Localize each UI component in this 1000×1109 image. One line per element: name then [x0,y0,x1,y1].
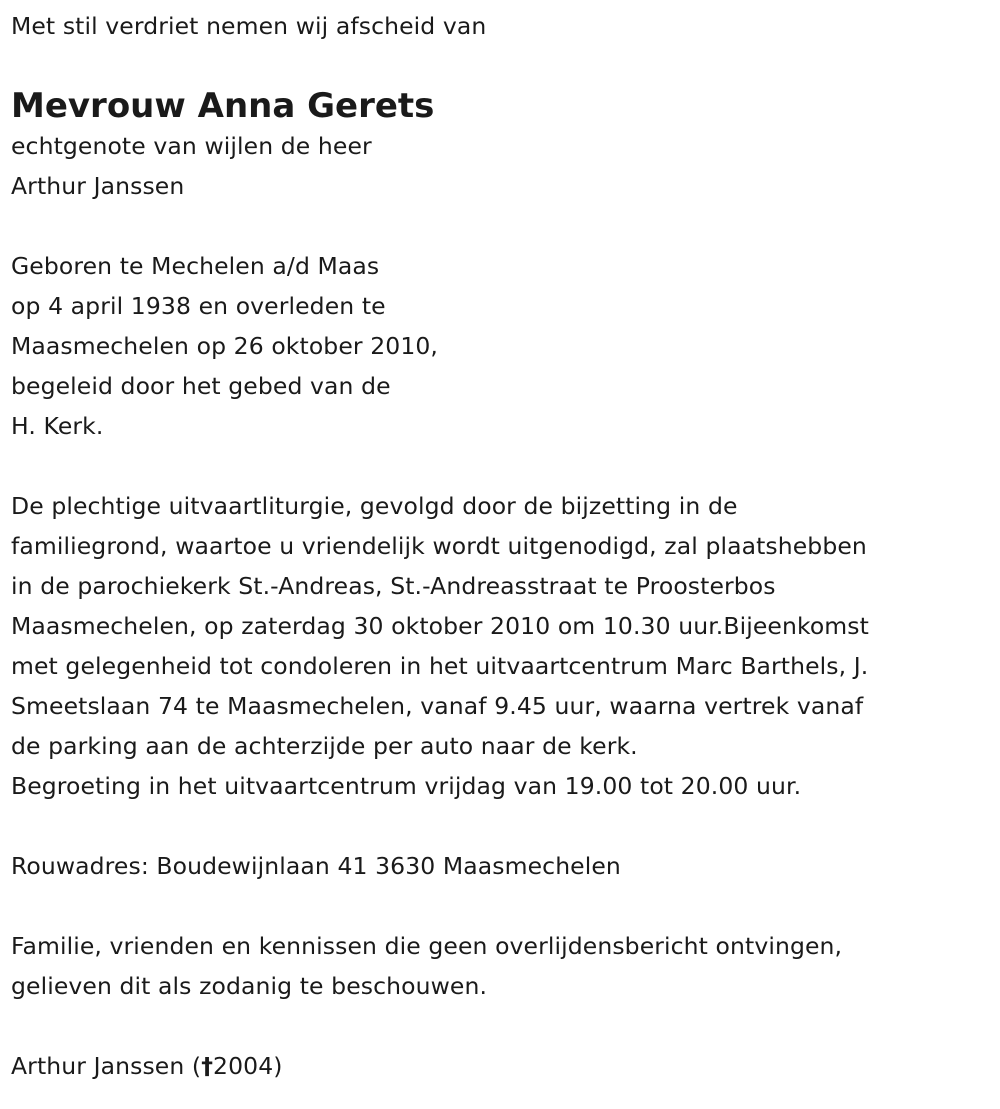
birth-line: H. Kerk. [11,412,104,440]
funeral-line: Begroeting in het uitvaartcentrum vrijdag van 19.00 tot 20.00 uur. [11,772,802,800]
funeral-line: met gelegenheid tot condoleren in het uitvaartcentrum Marc Barthels, J. [11,652,869,680]
funeral-block [11,486,993,806]
funeral-line: in de parochiekerk St.-Andreas, St.-Andreasstraat te Proosterbos [11,572,776,600]
spouse-block [11,126,993,206]
signature-year: 2004) [213,1052,283,1080]
signature-name: Arthur Janssen ( [11,1052,202,1080]
mourning-address: Rouwadres: Boudewijnlaan 41 3630 Maasmechelen [11,852,621,880]
funeral-line: De plechtige uitvaartliturgie, gevolgd door de bijzetting in de [11,492,738,520]
spacer [11,206,993,246]
cross-icon: † [201,1052,214,1080]
spacer [11,446,993,486]
birth-block [11,246,993,446]
birth-line: Maasmechelen op 26 oktober 2010, [11,332,438,360]
birth-line: op 4 april 1938 en overleden te [11,292,386,320]
obituary-notice [11,6,993,1086]
spacer [11,1006,993,1046]
notice-line: Familie, vrienden en kennissen die geen overlijdensbericht ontvingen, [11,932,843,960]
deceased-name: Mevrouw Anna Gerets [11,86,435,126]
spouse-line: echtgenote van wijlen de heer [11,132,372,160]
spouse-line: Arthur Janssen [11,172,185,200]
notice-line: gelieven dit als zodanig te beschouwen. [11,972,488,1000]
funeral-line: de parking aan de achterzijde per auto naar de kerk. [11,732,638,760]
intro-text: Met stil verdriet nemen wij afscheid van [11,12,487,40]
signature [11,1046,993,1086]
funeral-line: Maasmechelen, op zaterdag 30 oktober 2010 om 10.30 uur.Bijeenkomst [11,612,869,640]
birth-line: Geboren te Mechelen a/d Maas [11,252,380,280]
funeral-line: Smeetslaan 74 te Maasmechelen, vanaf 9.45 uur, waarna vertrek vanaf [11,692,864,720]
birth-line: begeleid door het gebed van de [11,372,391,400]
notice-block [11,926,993,1006]
spacer [11,806,993,846]
spacer [11,886,993,926]
funeral-line: familiegrond, waartoe u vriendelijk wordt uitgenodigd, zal plaatshebben [11,532,867,560]
